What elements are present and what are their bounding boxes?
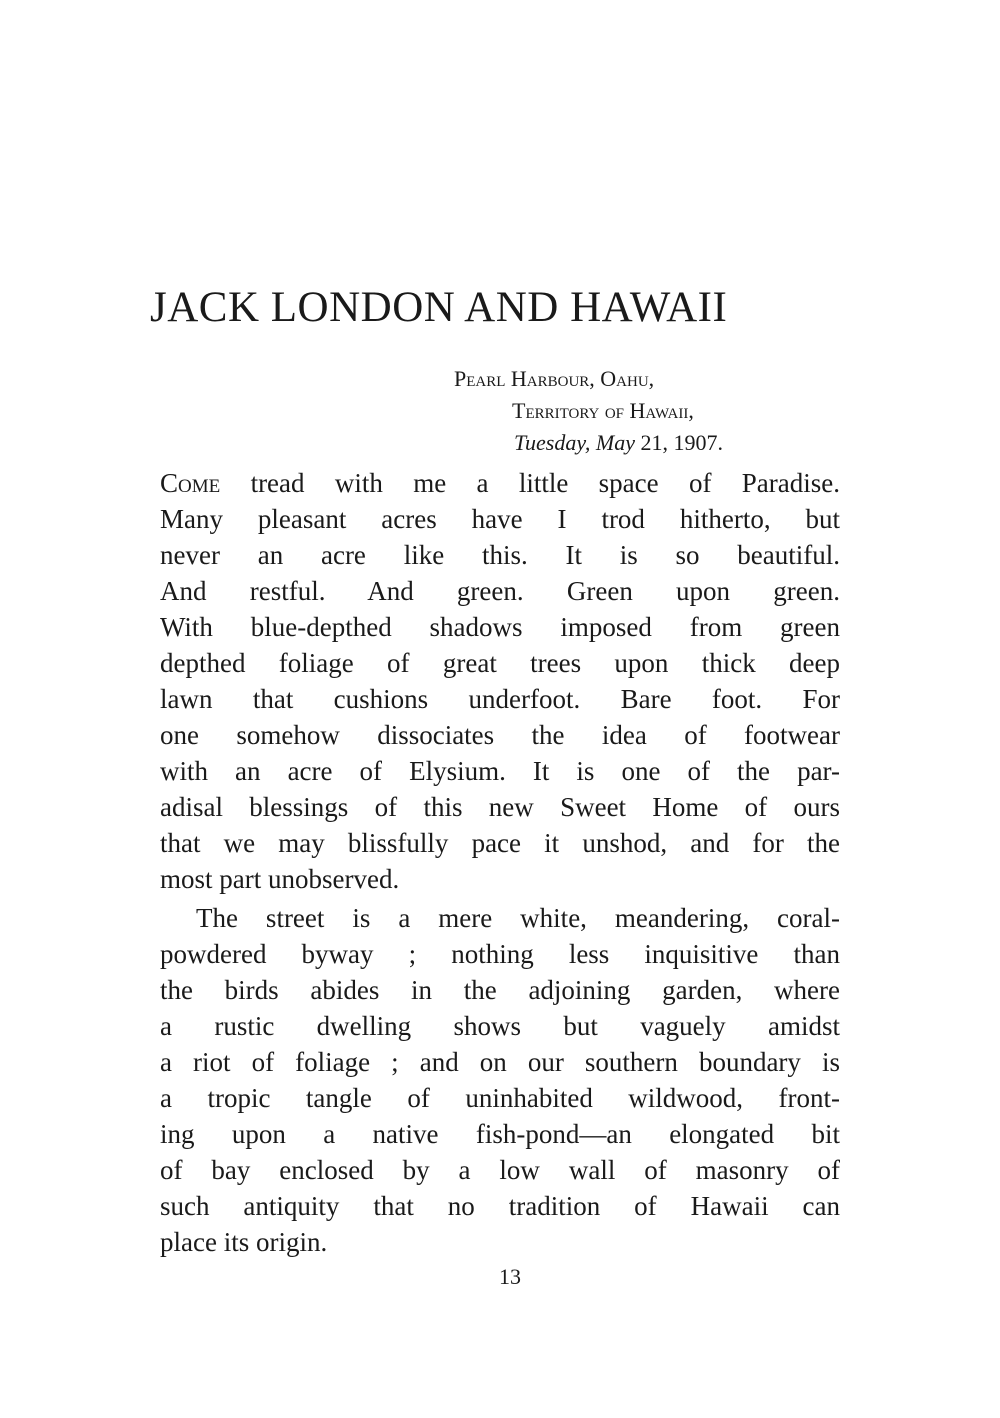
- text-line: with an acre of Elysium. It is one of the par-: [160, 756, 840, 786]
- text-line: lawn that cushions underfoot. Bare foot. For: [160, 684, 840, 714]
- text-line: a tropic tangle of uninhabited wildwood, front-: [160, 1083, 840, 1113]
- paragraph-2: [160, 900, 840, 1260]
- chapter-title: JACK LONDON AND HAWAII: [150, 284, 728, 331]
- text-line: The street is a mere white, meandering, coral-: [196, 903, 840, 933]
- text-line: most part unobserved.: [160, 864, 400, 894]
- dateline-day: Tuesday, May: [514, 430, 641, 455]
- text-line: Many pleasant acres have I trod hitherto, but: [160, 504, 840, 534]
- text-line: place its origin.: [160, 1227, 328, 1257]
- text-line: the birds abides in the adjoining garden, where: [160, 975, 840, 1005]
- lead-word: Come: [160, 468, 221, 498]
- text-line: depthed foliage of great trees upon thick deep: [160, 648, 840, 678]
- text-line: Come tread with me a little space of Paradise.: [160, 468, 840, 498]
- text-line: ing upon a native fish-pond—an elongated bit: [160, 1119, 840, 1149]
- text-line: one somehow dissociates the idea of footwear: [160, 720, 840, 750]
- dateline-year: 21, 1907.: [640, 430, 723, 455]
- text-line: With blue-depthed shadows imposed from green: [160, 612, 840, 642]
- dateline-date: [514, 426, 723, 460]
- text-line: And restful. And green. Green upon green.: [160, 576, 840, 606]
- dateline-territory: Territory of Hawaii,: [512, 398, 694, 423]
- text-line: a rustic dwelling shows but vaguely amidst: [160, 1011, 840, 1041]
- paragraph-1: [160, 465, 840, 897]
- text-line: of bay enclosed by a low wall of masonry of: [160, 1155, 840, 1185]
- text-line: a riot of foliage ; and on our southern boundary is: [160, 1047, 840, 1077]
- text-line: adisal blessings of this new Sweet Home of ours: [160, 792, 840, 822]
- text-line: that we may blissfully pace it unshod, and for the: [160, 828, 840, 858]
- text-line: never an acre like this. It is so beautiful.: [160, 540, 840, 570]
- page-number: 13: [499, 1264, 521, 1289]
- dateline-place: Pearl Harbour, Oahu,: [454, 366, 655, 391]
- text-line: powdered byway ; nothing less inquisitive than: [160, 939, 840, 969]
- text-line: such antiquity that no tradition of Hawaii can: [160, 1191, 840, 1221]
